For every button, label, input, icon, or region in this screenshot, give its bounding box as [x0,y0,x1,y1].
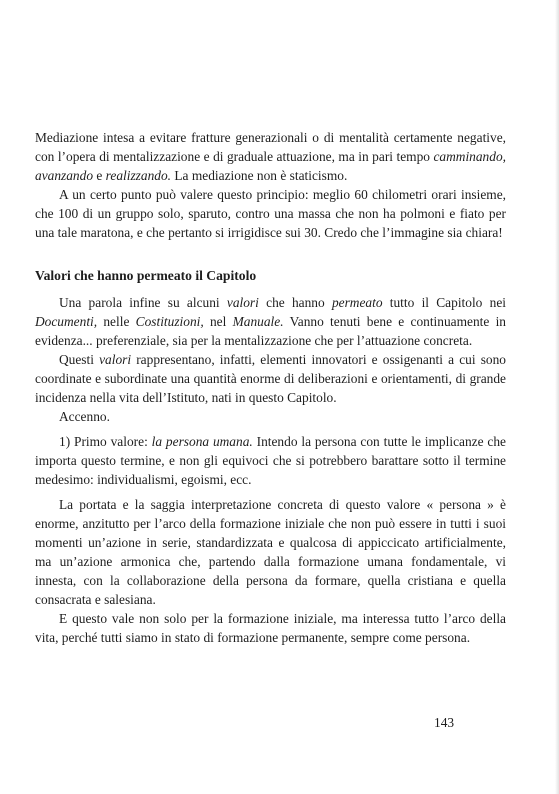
section-text-block [35,293,506,647]
paragraph-principio: A un certo punto può valere questo principio: meglio 60 chilometri orari insieme, che 100 di un gruppo solo, sparuto, contro una massa che non ha polmoni e fiato per una tale maratona, e che pertanto si irrigidisce sui 30. Credo che l’immagine sia chiara! [35,187,506,240]
paragraph-primo-valore: 1) Primo valore: la persona umana. Intendo la persona con tutte le implicanze che importa questo termine, e non gli equivoci che si potrebbero barattare sotto il termine medesimo: individualismi, egoismi, ecc. [35,434,506,487]
page-edge-shadow [555,0,559,794]
section-heading: Valori che hanno permeato il Capitolo [35,268,257,283]
paragraph-portata: La portata e la saggia interpretazione concreta di questo valore « persona » è enorme, anzitutto per l’arco della formazione iniziale che non può essere in tutti i suoi momenti un’azione in serie, standardizzata e qualcosa di appiccicato artificialmente, ma un’azione armonica che, partendo dalla formazione umana fondamentale, vi innesta, con la collaborazione della persona da formare, quella cristiana e quella consacrata e salesiana. [35,497,506,607]
paragraph-valori-intro: Una parola infine su alcuni valori che hanno permeato tutto il Capitolo nei Documenti, nelle Costituzioni, nel Manuale. Vanno tenuti bene e continuamente in evidenza... preferenziale, sia per la mentalizzazione che per l’attuazione concreta. [35,295,506,348]
intro-text-block [35,128,506,242]
paragraph-accenno: Accenno. [59,409,110,424]
paragraph-formazione-permanente: E questo vale non solo per la formazione iniziale, ma interessa tutto l’arco della vita, perché tutti siamo in stato di formazione permanente, sempre come persona. [35,611,506,645]
paragraph-valori-innovatori: Questi valori rappresentano, infatti, elementi innovatori e ossigenanti a cui sono coordinate e subordinate una quantità enorme di deliberazioni e orientamenti, di grande incidenza nella vita dell’Istituto, nati in questo Capitolo. [35,352,506,405]
page-number: 143 [434,715,455,730]
paragraph-mediazione: Mediazione intesa a evitare fratture generazionali o di mentalità certamente negative, con l’opera di mentalizzazione e di graduale attuazione, ma in pari tempo camminando, avanzando e realizzando. La mediazione non è staticismo. [35,130,506,183]
